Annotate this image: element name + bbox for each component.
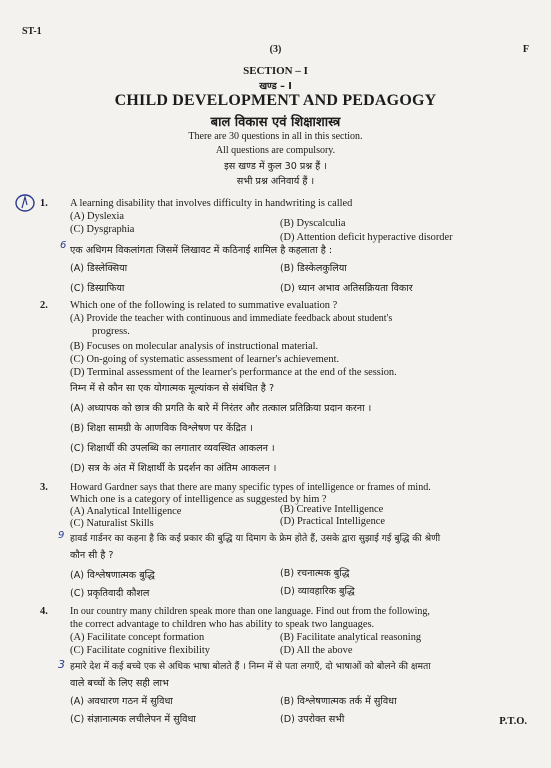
info-line-hindi-2: सभी प्रश्न अनिवार्य हैं । [236, 176, 315, 187]
q2-option-d: (D) Terminal assessment of the learner's performance at the end of the session. [70, 367, 397, 378]
question-4-stem-line-2: the correct advantage to children who has ability to speak two languages. [70, 619, 375, 630]
q1-option-b-hindi: (B) डिस्केलकुलिया [280, 263, 347, 274]
question-3-stem-hindi-1: हावर्ड गार्डनर का कहना है कि कई प्रकार की बुद्धि या दिमाग के फ्रेम होते हैं, उसके द्वारा सुझाई गई बुद्धि की श्रेणी [70, 533, 441, 544]
q1-option-a-hindi: (A) डिस्लेक्सिया [70, 263, 128, 274]
q3-option-b: (B) Creative Intelligence [280, 504, 384, 515]
question-4-stem-line-1: In our country many children speak more than one language. Find out from the following, [70, 606, 430, 617]
q2-option-a-hindi: (A) अध्यापक को छात्र की प्रगति के बारे में निरंतर और तत्काल प्रतिक्रिया प्रदान करना । [70, 403, 372, 414]
q1-option-a: (A) Dyslexia [70, 211, 124, 222]
q2-option-d-hindi: (D) सत्र के अंत में शिक्षार्थी के प्रदर्शन का अंतिम आकलन । [70, 463, 277, 474]
please-turn-over: P.T.O. [499, 716, 527, 727]
pen-mark: 9 [58, 530, 65, 541]
q4-option-c: (C) Facilitate cognitive flexibility [70, 645, 210, 656]
page-number: (3) [269, 44, 282, 55]
q3-option-a: (A) Analytical Intelligence [70, 506, 182, 517]
info-line-1: There are 30 questions in all in this section. [188, 131, 363, 142]
q2-option-b-hindi: (B) शिक्षा सामग्री के आणविक विश्लेषण पर केंद्रित । [70, 423, 253, 434]
q3-option-d-hindi: (D) व्यावहारिक बुद्धि [280, 586, 355, 597]
info-line-hindi-1: इस खण्ड में कुल 30 प्रश्न हैं । [224, 161, 327, 172]
question-2-number: 2. [40, 300, 48, 311]
q1-option-d: (D) Attention deficit hyperactive disorder [280, 232, 453, 243]
q4-option-d-hindi: (D) उपरोक्त सभी [280, 714, 345, 725]
question-4-number: 4. [40, 606, 48, 617]
q4-option-b: (B) Facilitate analytical reasoning [280, 632, 422, 643]
subject-title: CHILD DEVELOPMENT AND PEDAGOGY [114, 92, 437, 109]
q2-option-b: (B) Focuses on molecular analysis of instructional material. [70, 341, 319, 352]
question-1-stem-hindi: एक अधिगम विकलांगता जिसमें लिखावट में कठिनाई शामिल है कहलाता है : [70, 245, 333, 256]
question-4-stem-hindi-1: हमारे देश में कई बच्चे एक से अधिक भाषा बोलते हैं । निम्न में से पता लगाएँ, दो भाषाओं को बोलने की क्षमता [70, 661, 431, 672]
section-title-hindi: खण्ड – I [259, 81, 292, 92]
question-3-stem-hindi-2: कौन सी है ? [70, 550, 114, 561]
q3-option-c: (C) Naturalist Skills [70, 518, 154, 529]
q4-option-a-hindi: (A) अवधारण गठन में सुविधा [70, 696, 173, 707]
q1-option-b: (B) Dyscalculia [280, 218, 346, 229]
q3-option-a-hindi: (A) विश्लेषणात्मक बुद्धि [70, 570, 155, 581]
question-3-stem-line-2: Which one is a category of intelligence as suggested by him ? [70, 494, 327, 505]
q4-option-d: (D) All the above [280, 645, 353, 656]
q3-option-c-hindi: (C) प्रकृतिवादी कौशल [70, 588, 150, 599]
q1-option-c-hindi: (C) डिस्ग्राफिया [70, 283, 125, 294]
pen-circle-mark [14, 193, 36, 213]
subject-title-hindi: बाल विकास एवं शिक्षाशास्त्र [210, 115, 341, 130]
pen-mark: 3 [58, 658, 65, 671]
question-3-number: 3. [40, 482, 48, 493]
q4-option-a: (A) Facilitate concept formation [70, 632, 205, 643]
q1-option-d-hindi: (D) ध्यान अभाव अतिसक्रियता विकार [280, 283, 413, 294]
question-1-number: 1. [40, 198, 48, 209]
q4-option-b-hindi: (B) विश्लेषणात्मक तर्क में सुविधा [280, 696, 397, 707]
section-title: SECTION – I [243, 65, 308, 77]
q3-option-d: (D) Practical Intelligence [280, 516, 386, 527]
q2-option-c: (C) On-going of systematic assessment of learner's achievement. [70, 354, 340, 365]
question-2-stem: Which one of the following is related to summative evaluation ? [70, 300, 338, 311]
paper-code: ST-1 [22, 26, 42, 37]
q2-option-a: (A) Provide the teacher with continuous and immediate feedback about student's [70, 313, 393, 324]
q1-option-c: (C) Dysgraphia [70, 224, 135, 235]
pen-mark: 6 [60, 240, 67, 251]
corner-mark: F [522, 44, 529, 55]
question-1-stem: A learning disability that involves difficulty in handwriting is called [70, 198, 353, 209]
question-3-stem-line-1: Howard Gardner says that there are many specific types of intelligence or frames of mind. [70, 482, 431, 493]
info-line-2: All questions are compulsory. [215, 145, 336, 156]
q3-option-b-hindi: (B) रचनात्मक बुद्धि [280, 568, 350, 579]
q4-option-c-hindi: (C) संज्ञानात्मक लचीलेपन में सुविधा [70, 714, 196, 725]
question-2-stem-hindi: निम्न में से कौन सा एक योगात्मक मूल्यांकन से संबंधित है ? [70, 383, 275, 394]
q2-option-c-hindi: (C) शिक्षार्थी की उपलब्धि का लगातार व्यवस्थित आकलन । [70, 443, 275, 454]
question-4-stem-hindi-2: वाले बच्चों के लिए सही लाभ [70, 678, 169, 689]
q2-option-a-cont: progress. [92, 326, 130, 337]
